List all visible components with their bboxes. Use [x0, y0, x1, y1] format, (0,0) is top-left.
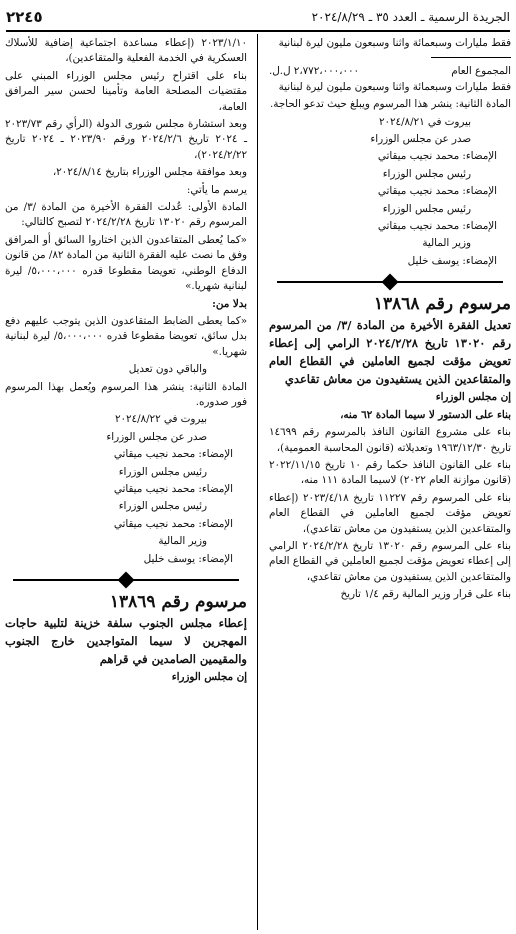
section-ornament: [277, 275, 503, 289]
signature-line: وزير المالية: [422, 237, 471, 250]
quoted-text: «كما يُعطى المتقاعدون الذين اختاروا السائق أو المرافق وفق ما نصت عليه الفقرة الثانية من المادة ٨٢/ من قانون الدفاع الوطني، تعويضا مقطوعا قدره ٥،٠٠٠،٠٠٠/ ليرة لبنانية شهريا.»: [5, 233, 247, 293]
decree-subject: إعطاء مجلس الجنوب سلفة خزينة لتلبية حاجات المهجرين لا سيما المتواجدين خارج الجنوب والمقيمين الصامدين في قراهم: [5, 616, 247, 666]
decree-subject: تعديل الفقرة الأخيرة من المادة /٣/ من المرسوم رقم ١٣٠٢٠ تاريخ ٢٠٢٤/٢/٢٨ الرامي إلى إعطاء تعويض مؤقت لجميع العاملين في القطاع العام والمتقاعدين الذين يستفيدون من معاش تقاعدي: [269, 318, 512, 387]
signature-line: الإمضاء: محمد نجيب ميقاتي: [113, 448, 233, 461]
decree-intro: يرسم ما يأتي:: [186, 183, 247, 196]
considerations: بناء على اقتراح رئيس مجلس الوزراء المبني على مقتضيات المصلحة العامة وتأمينا لحسن سير المرافق العامة،: [5, 69, 247, 113]
quoted-text: «كما يعطى الضابط المتقاعدون الذين يتوجب عليهم دفع بدل سائق، تعويضا مقطوعا قدره ٥،٠٠٠،٠٠٠/ ليرة لبنانية شهريا.»: [5, 314, 247, 358]
signature-line: رئيس مجلس الوزراء: [118, 465, 207, 478]
page-number: ٢٢٤٥: [6, 8, 43, 26]
column-divider: [257, 34, 258, 930]
considerations: بناء على قرار وزير المالية رقم ١/٤ تاريخ: [340, 588, 511, 601]
considerations: بناء على المرسوم رقم ١٣٠٢٠ تاريخ ٢٠٢٤/٢/٢٨ الرامي إلى إعطاء تعويض مؤقت لجميع العاملين في القطاع العام والمتقاعدين الذين يستفيدون من معاش تقاعدي،: [269, 539, 511, 583]
signature-line: الإمضاء: محمد نجيب ميقاتي: [377, 150, 497, 163]
total-row: [269, 64, 511, 79]
decree-title: مرسوم رقم ١٣٨٦٩: [109, 592, 247, 612]
signature-line: صدر عن مجلس الوزراء: [106, 430, 207, 443]
considerations: بناء على المرسوم رقم ١١٢٢٧ تاريخ ٢٠٢٣/٤/١٨ (إعطاء تعويض مؤقت لجميع العاملين في القطاع العام والمتقاعدين الذين يستفيدون من معاش تقاعدي)،: [269, 491, 511, 535]
signature-line: رئيس مجلس الوزراء: [382, 167, 471, 180]
considerations: بناء على مشروع القانون النافذ بالمرسوم رقم ١٤٦٩٩ تاريخ ١٩٦٣/١٢/٣٠ وتعديلاته (قانون المحاسبة العمومية)،: [269, 426, 511, 454]
signature-line: الإمضاء: يوسف خليل: [407, 254, 497, 267]
article-one: المادة الأولى: عُدلت الفقرة الأخيرة من المادة /٣/ من المرسوم رقم ١٣٠٢٠ تاريخ ٢٠٢٤/٢/٢٨ لتصبح كالتالي:: [5, 201, 247, 229]
signature-line: الإمضاء: يوسف خليل: [143, 552, 233, 565]
unchanged-note: والباقي دون تعديل: [128, 363, 207, 376]
signature-line: الإمضاء: محمد نجيب ميقاتي: [113, 482, 233, 495]
council-heading: إن مجلس الوزراء: [171, 671, 247, 683]
instead-of-label: بدلا من:: [212, 297, 247, 310]
signature-line: الإمضاء: محمد نجيب ميقاتي: [113, 517, 233, 530]
signature-line: الإمضاء: محمد نجيب ميقاتي: [377, 185, 497, 198]
total-label: المجموع العام: [451, 65, 511, 78]
signature-line: صدر عن مجلس الوزراء: [370, 133, 471, 146]
council-heading: إن مجلس الوزراء: [435, 391, 511, 404]
considerations: بناء على القانون النافذ حكما رقم ١٠ تاريخ ٢٠٢٢/١١/١٥ (قانون موازنة العام ٢٠٢٢) لاسيما المادة ١١١ منه،: [269, 458, 511, 487]
article-two: المادة الثانية: ينشر هذا المرسوم ويُعمل بهذا المرسوم فور صدوره.: [5, 380, 247, 408]
separator-line: [431, 57, 511, 58]
signature-line: وزير المالية: [158, 535, 207, 548]
decree-title: مرسوم رقم ١٣٨٦٨: [373, 294, 511, 315]
considerations: وبعد استشارة مجلس شورى الدولة (الرأي رقم ٢٠٢٣/٧٣ ـ ٢٠٢٤ تاريخ ٢٠٢٤/٢/٦ ورقم ٢٠٢٣/٩٠ ـ ٢٠٢٤ تاريخ ٢٠٢٤/٢/٢٢)،: [5, 118, 247, 161]
amount-text: فقط مليارات وسبعمائة واثنا وسبعون مليون ليرة لبنانية: [278, 37, 511, 49]
signature-line: الإمضاء: محمد نجيب ميقاتي: [377, 220, 497, 233]
page-header: [6, 4, 510, 32]
total-value: ٢،٧٧٢،٠٠٠،٠٠٠ ل.ل.: [269, 65, 360, 78]
considerations: وبعد موافقة مجلس الوزراء بتاريخ ٢٠٢٤/٨/١٤،: [52, 166, 247, 179]
signature-line: رئيس مجلس الوزراء: [118, 500, 207, 513]
amount-text: فقط مليارات وسبعمائة واثنا وسبعون مليون ليرة لبنانية: [278, 80, 511, 93]
left-column: [5, 36, 247, 687]
right-column: [269, 36, 511, 605]
signature-line: رئيس مجلس الوزراء: [382, 202, 471, 215]
considerations: بناء على الدستور لا سيما المادة ٦٢ منه،: [340, 408, 511, 421]
section-ornament: [13, 573, 239, 587]
decree-date: بيروت في ٢٠٢٤/٨/٢١: [378, 115, 471, 128]
decree-date: بيروت في ٢٠٢٤/٨/٢٢: [114, 413, 207, 426]
article-two: المادة الثانية: ينشر هذا المرسوم ويبلغ حيث تدعو الحاجة.: [269, 98, 511, 111]
considerations: ٢٠٢٣/١/١٠ (إعطاء مساعدة اجتماعية إضافية للأسلاك العسكرية في الخدمة الفعلية والمتقاعدين)،: [5, 37, 247, 65]
journal-title: الجريدة الرسمية ـ العدد ٣٥ ـ ٢٠٢٤/٨/٢٩: [311, 10, 510, 24]
